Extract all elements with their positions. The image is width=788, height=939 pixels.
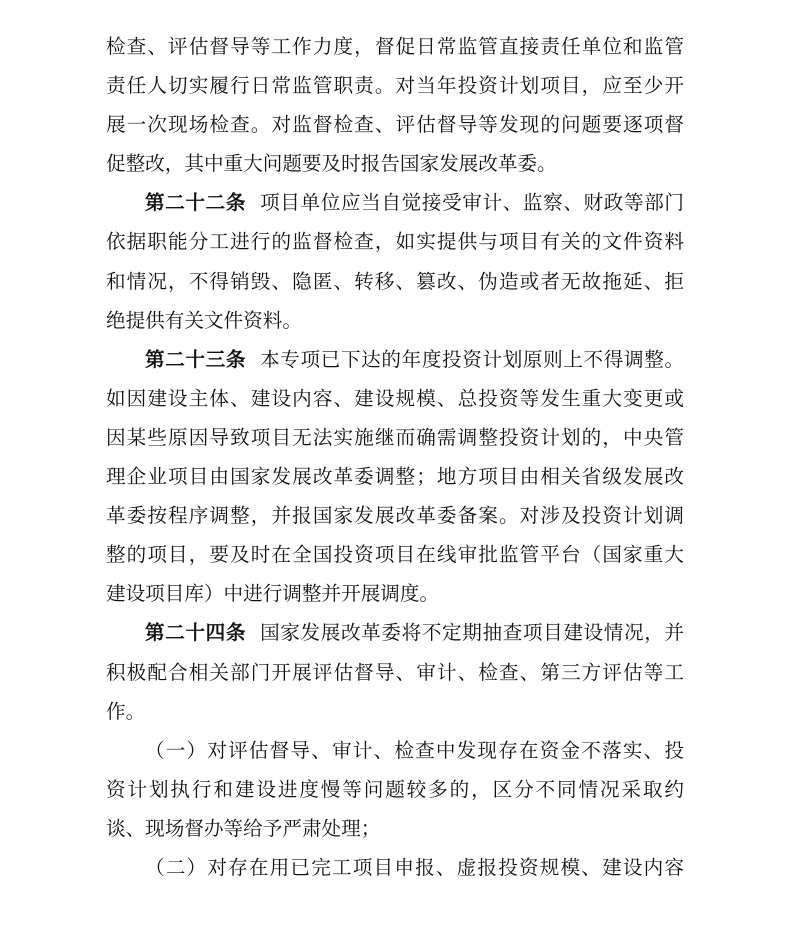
article-24-first-line [106,613,684,652]
text-line: 革委按程序调整，并报国家发展改革委备案。对涉及投资计划调 [106,504,684,528]
text-line: 绝提供有关文件资料。 [106,308,302,332]
text-line: 作。 [106,699,146,723]
text-line: 促整改，其中重大问题要及时报告国家发展改革委。 [106,152,557,176]
text-line: 依据职能分工进行的监督检查，如实提供与项目有关的文件资料 [106,230,684,254]
article-22-first-line [106,183,684,222]
text-line: 国家发展改革委将不定期抽查项目建设情况，并 [260,621,684,645]
text-line: 因某些原因导致项目无法实施继而确需调整投资计划的，中央管 [106,425,684,449]
text-line: （二）对存在用已完工项目申报、虚报投资规模、建设内容 [145,855,684,879]
article-heading: 第二十三条 [145,347,247,371]
text-line: 责任人切实履行日常监管职责。对当年投资计划项目，应至少开 [106,74,684,98]
article-23-first-line [106,340,684,379]
document-page [106,27,684,887]
text-line: 检查、评估督导等工作力度，督促日常监管直接责任单位和监管 [106,35,684,58]
article-heading: 第二十二条 [145,191,247,215]
article-heading: 第二十四条 [145,621,247,645]
text-line: 理企业项目由国家发展改革委调整；地方项目由相关省级发展改 [106,465,684,489]
text-line: 建设项目库）中进行调整并开展调度。 [106,582,440,606]
text-line: 本专项已下达的年度投资计划原则上不得调整。 [260,347,684,371]
text-line: 整的项目，要及时在全国投资项目在线审批监管平台（国家重大 [106,543,684,567]
text-line: 谈、现场督办等给予严肃处理； [106,816,381,840]
text-line: 项目单位应当自觉接受审计、监察、财政等部门 [260,191,684,215]
text-line: 和情况，不得销毁、隐匿、转移、篡改、伪造或者无故拖延、拒 [106,269,684,293]
text-line: 展一次现场检查。对监督检查、评估督导等发现的问题要逐项督 [106,113,684,137]
text-line: 如因建设主体、建设内容、建设规模、总投资等发生重大变更或 [106,386,684,410]
text-line: 积极配合相关部门开展评估督导、审计、检查、第三方评估等工 [106,660,684,684]
text-line: （一）对评估督导、审计、检查中发现存在资金不落实、投 [145,738,684,762]
text-line: 资计划执行和建设进度慢等问题较多的，区分不同情况采取约 [106,777,684,801]
